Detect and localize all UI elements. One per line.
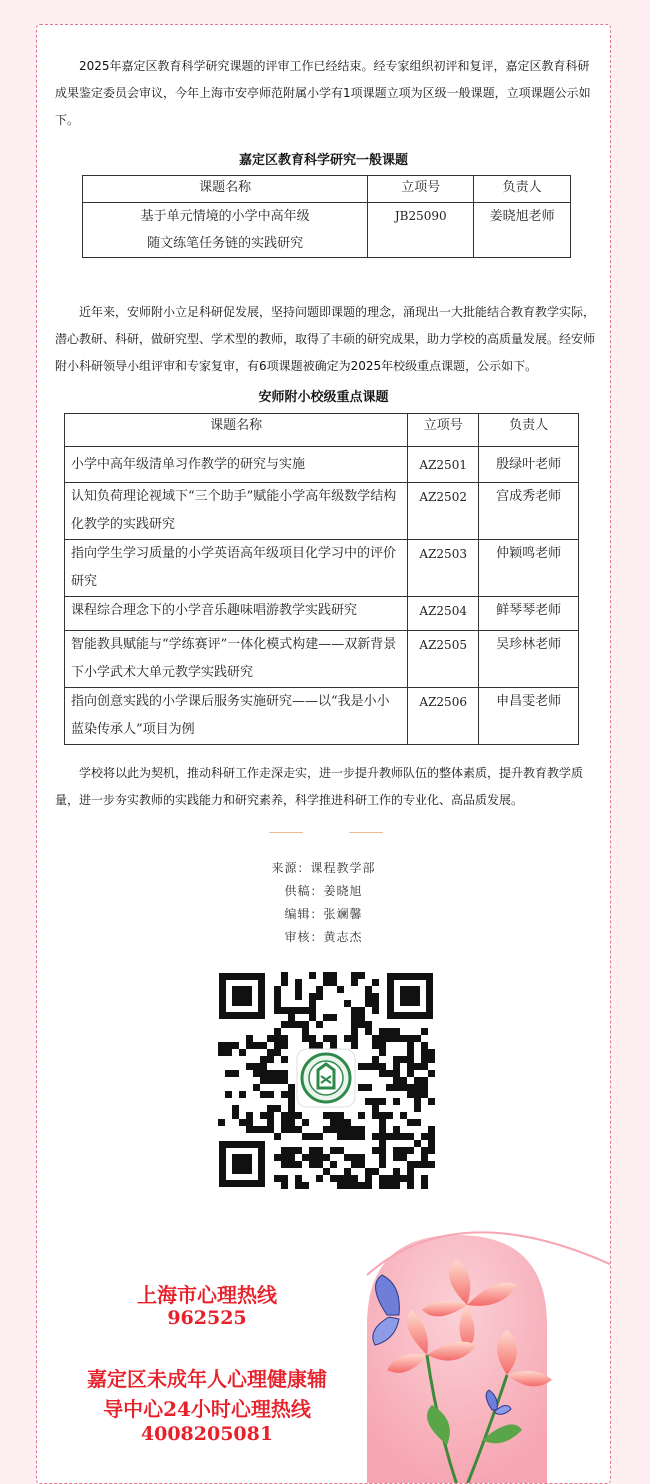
project-code-cell: JB25090 xyxy=(368,203,474,258)
topic-name-line: 基于单元情境的小学中高年级 xyxy=(140,209,310,224)
credit-editor: 编辑：张斓馨 xyxy=(284,907,363,921)
table-header-row xyxy=(83,176,571,203)
credit-reviewer: 审核：黄志杰 xyxy=(284,930,363,944)
header-project-code: 立项号 xyxy=(408,414,479,447)
topic-name-cell: 智能教具赋能与“学练赛评”一体化模式构建——双新背景下小学武术大单元教学实践研究 xyxy=(65,631,408,688)
table-row xyxy=(65,540,579,597)
table-row xyxy=(65,631,579,688)
table-row xyxy=(65,597,579,631)
owner-cell: 殷绿叶老师 xyxy=(479,447,579,483)
decorative-divider xyxy=(37,832,610,834)
project-code-cell: AZ2502 xyxy=(408,483,479,540)
middle-paragraph: 近年来，安师附小立足科研促发展，坚持问题即课题的理念，涌现出一大批能结合教育教学实际，潜心教研、科研，做研究型、学术型的教师，取得了丰硕的研究成果，助力学校的高质量发展。经安师附小科研领导小组评审和专家复审，有6项课题被确定为2025年校级重点课题，公示如下。 xyxy=(55,305,596,373)
header-topic-name: 课题名称 xyxy=(65,414,408,447)
owner-cell: 鲜琴琴老师 xyxy=(479,597,579,631)
hotline-title-1: 上海市心理热线 xyxy=(137,1283,277,1307)
school-table-title: 安师附小校级重点课题 xyxy=(258,390,389,405)
topic-name-cell: 小学中高年级清单习作教学的研究与实施 xyxy=(65,447,408,483)
owner-cell: 吴珍林老师 xyxy=(479,631,579,688)
credits-block xyxy=(37,857,610,949)
district-table-title: 嘉定区教育科学研究一般课题 xyxy=(238,153,408,168)
credit-source: 来源：课程教学部 xyxy=(271,861,376,875)
topic-name-cell: 课程综合理念下的小学音乐趣味唱游教学实践研究 xyxy=(65,597,408,631)
school-topics-table xyxy=(64,413,579,745)
project-code-cell: AZ2503 xyxy=(408,540,479,597)
project-code-cell: AZ2504 xyxy=(408,597,479,631)
article-card xyxy=(36,24,611,1484)
header-topic-name: 课题名称 xyxy=(83,176,368,203)
topic-name-cell xyxy=(83,203,368,258)
header-project-code: 立项号 xyxy=(368,176,474,203)
header-owner: 负责人 xyxy=(479,414,579,447)
project-code-cell: AZ2506 xyxy=(408,688,479,745)
school-logo-icon xyxy=(297,1049,355,1107)
table-row xyxy=(65,447,579,483)
qr-code[interactable] xyxy=(217,971,435,1189)
owner-cell: 姜晓旭老师 xyxy=(474,203,571,258)
owner-cell: 仲颖鸣老师 xyxy=(479,540,579,597)
project-code-cell: AZ2501 xyxy=(408,447,479,483)
topic-name-cell: 指向创意实践的小学课后服务实施研究——以“我是小小蓝染传承人”项目为例 xyxy=(65,688,408,745)
district-topics-table xyxy=(82,175,571,258)
hotline-number-1: 962525 xyxy=(167,1307,247,1329)
intro-paragraph: 2025年嘉定区教育科学研究课题的评审工作已经结束。经专家组织初评和复评，嘉定区教育科研成果鉴定委员会审议，今年上海市安亭师范附属小学有1项课题立项为区级一般课题，立项课题公示如下。 xyxy=(55,59,591,127)
table-row xyxy=(65,688,579,745)
hotline-banner xyxy=(37,1205,611,1484)
table-header-row xyxy=(65,414,579,447)
topic-name-line: 随文练笔任务链的实践研究 xyxy=(147,236,304,251)
owner-cell: 申昌雯老师 xyxy=(479,688,579,745)
project-code-cell: AZ2505 xyxy=(408,631,479,688)
header-owner: 负责人 xyxy=(474,176,571,203)
closing-paragraph: 学校将以此为契机，推动科研工作走深走实，进一步提升教师队伍的整体素质，提升教育教学质量，进一步夯实教师的实践能力和研究素养，科学推进科研工作的专业化、高品质发展。 xyxy=(55,766,584,807)
topic-name-cell: 指向学生学习质量的小学英语高年级项目化学习中的评价研究 xyxy=(65,540,408,597)
hotline-title-3: 导中心24小时心理热线 xyxy=(103,1397,311,1421)
hotline-number-2: 4008205081 xyxy=(140,1423,274,1445)
owner-cell: 宫成秀老师 xyxy=(479,483,579,540)
table-row xyxy=(65,483,579,540)
topic-name-cell: 认知负荷理论视域下“三个助手”赋能小学高年级数学结构化教学的实践研究 xyxy=(65,483,408,540)
hotline-title-2: 嘉定区未成年人心理健康辅 xyxy=(87,1367,327,1391)
table-row xyxy=(83,203,571,258)
credit-author: 供稿：姜晓旭 xyxy=(284,884,363,898)
